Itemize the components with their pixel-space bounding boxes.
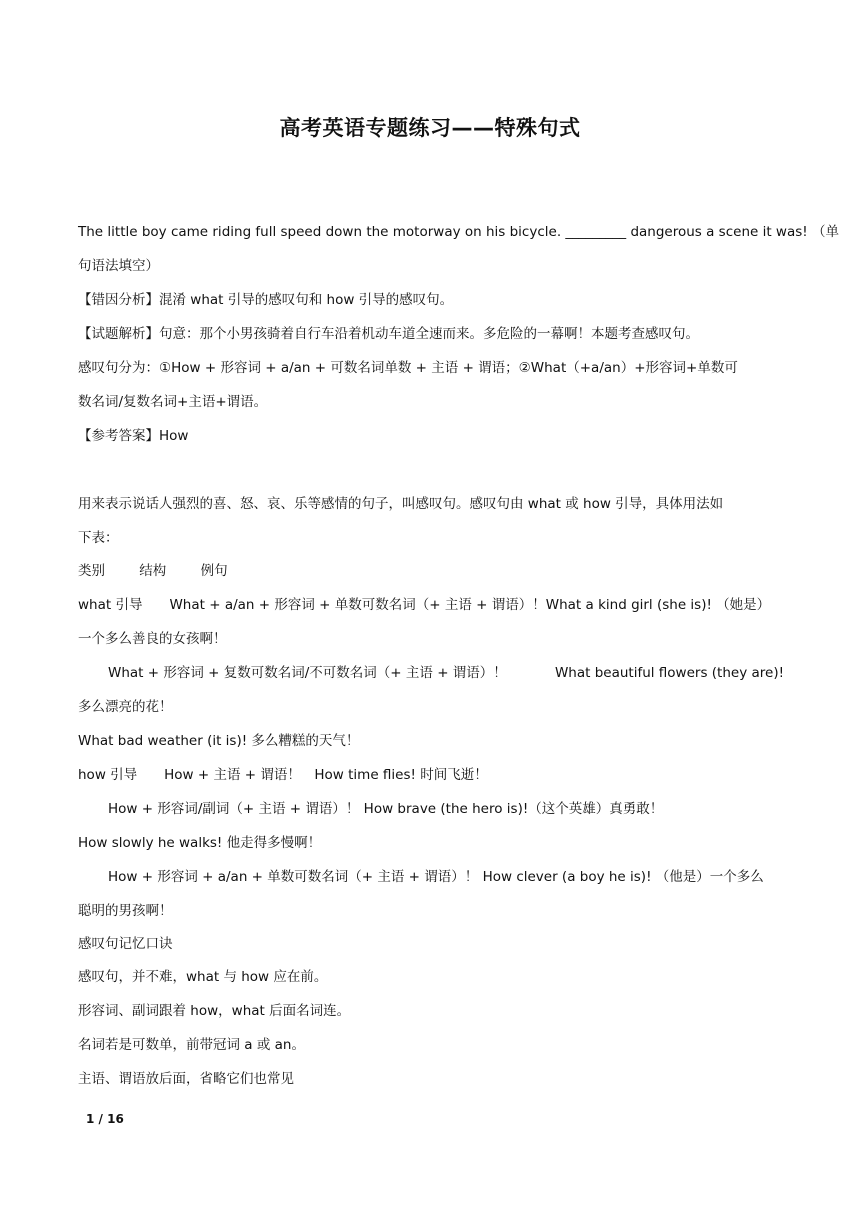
mnemonic-line-1: 感叹句，并不难，what 与 how 应在前。 (78, 969, 328, 985)
row-what-a-an-line-1: what 引导 What + a/an + 形容词 + 单数可数名词（+ 主语 + 谓语）！What a kind girl (she is)! （她是） (78, 597, 771, 613)
mnemonic-line-3: 名词若是可数单，前带冠词 a 或 an。 (78, 1037, 305, 1053)
page-number: 1 / 16 (86, 1112, 124, 1126)
intro-line-1: 用来表示说话人强烈的喜、怒、哀、乐等感情的句子，叫感叹句。感叹句由 what 或 how 引导，具体用法如 (78, 496, 724, 512)
row-what-uncountable-example: What bad weather (it is)! 多么糟糕的天气！ (78, 733, 360, 749)
row-how-a-an-line-2: 聪明的男孩啊！ (78, 903, 173, 919)
table-header (78, 561, 784, 581)
explanation-line-2: 感叹句分为：①How + 形容词 + a/an + 可数名词单数 + 主语 + 谓语；②What（+a/an）+形容词+单数可 (78, 360, 738, 376)
mnemonic-line-4: 主语、谓语放后面，省略它们也常见 (78, 1071, 294, 1087)
explanation-line-1: 【试题解析】句意：那个小男孩骑着自行车沿着机动车道全速而来。多危险的一幕啊！本题考查感叹句。 (78, 326, 699, 342)
document-title: 高考英语专题练习——特殊句式 (279, 116, 581, 140)
question-text-line-1: The little boy came riding full speed down the motorway on his bicycle. _________ dangerous a scene it was! （单 (78, 224, 839, 240)
row-what-a-an-line-2: 一个多么善良的女孩啊！ (78, 631, 227, 647)
row-what-plural-structure: What + 形容词 + 复数可数名词/不可数名词（+ 主语 + 谓语）！ (108, 665, 507, 681)
row-how-adj-line-2: How slowly he walks! 他走得多慢啊！ (78, 835, 322, 851)
mnemonic-line-2: 形容词、副词跟着 how，what 后面名词连。 (78, 1003, 351, 1019)
error-analysis: 【错因分析】混淆 what 引导的感叹句和 how 引导的感叹句。 (78, 292, 454, 308)
header-example: 例句 (200, 563, 228, 579)
intro-line-2: 下表： (78, 530, 119, 546)
explanation-line-3: 数名词/复数名词+主语+谓语。 (78, 394, 268, 410)
mnemonic-title: 感叹句记忆口诀 (78, 936, 173, 952)
row-what-plural-line-1 (108, 663, 784, 683)
reference-answer: 【参考答案】How (78, 428, 189, 444)
row-how-a-an-line-1: How + 形容词 + a/an + 单数可数名词（+ 主语 + 谓语）！ How clever (a boy he is)! （他是）一个多么 (108, 869, 764, 885)
header-category: 类别 (78, 563, 105, 579)
row-what-plural-example: What beautiful flowers (they are)! (554, 665, 784, 681)
question-text-line-2: 句语法填空） (78, 258, 159, 274)
row-how-line-1: how 引导 How + 主语 + 谓语！ How time flies! 时间飞逝！ (78, 767, 488, 783)
row-how-adj-line-1: How + 形容词/副词（+ 主语 + 谓语）！ How brave (the hero is)!（这个英雄）真勇敢！ (108, 801, 664, 817)
row-what-plural-line-2: 多么漂亮的花！ (78, 699, 173, 715)
header-structure: 结构 (139, 563, 167, 579)
